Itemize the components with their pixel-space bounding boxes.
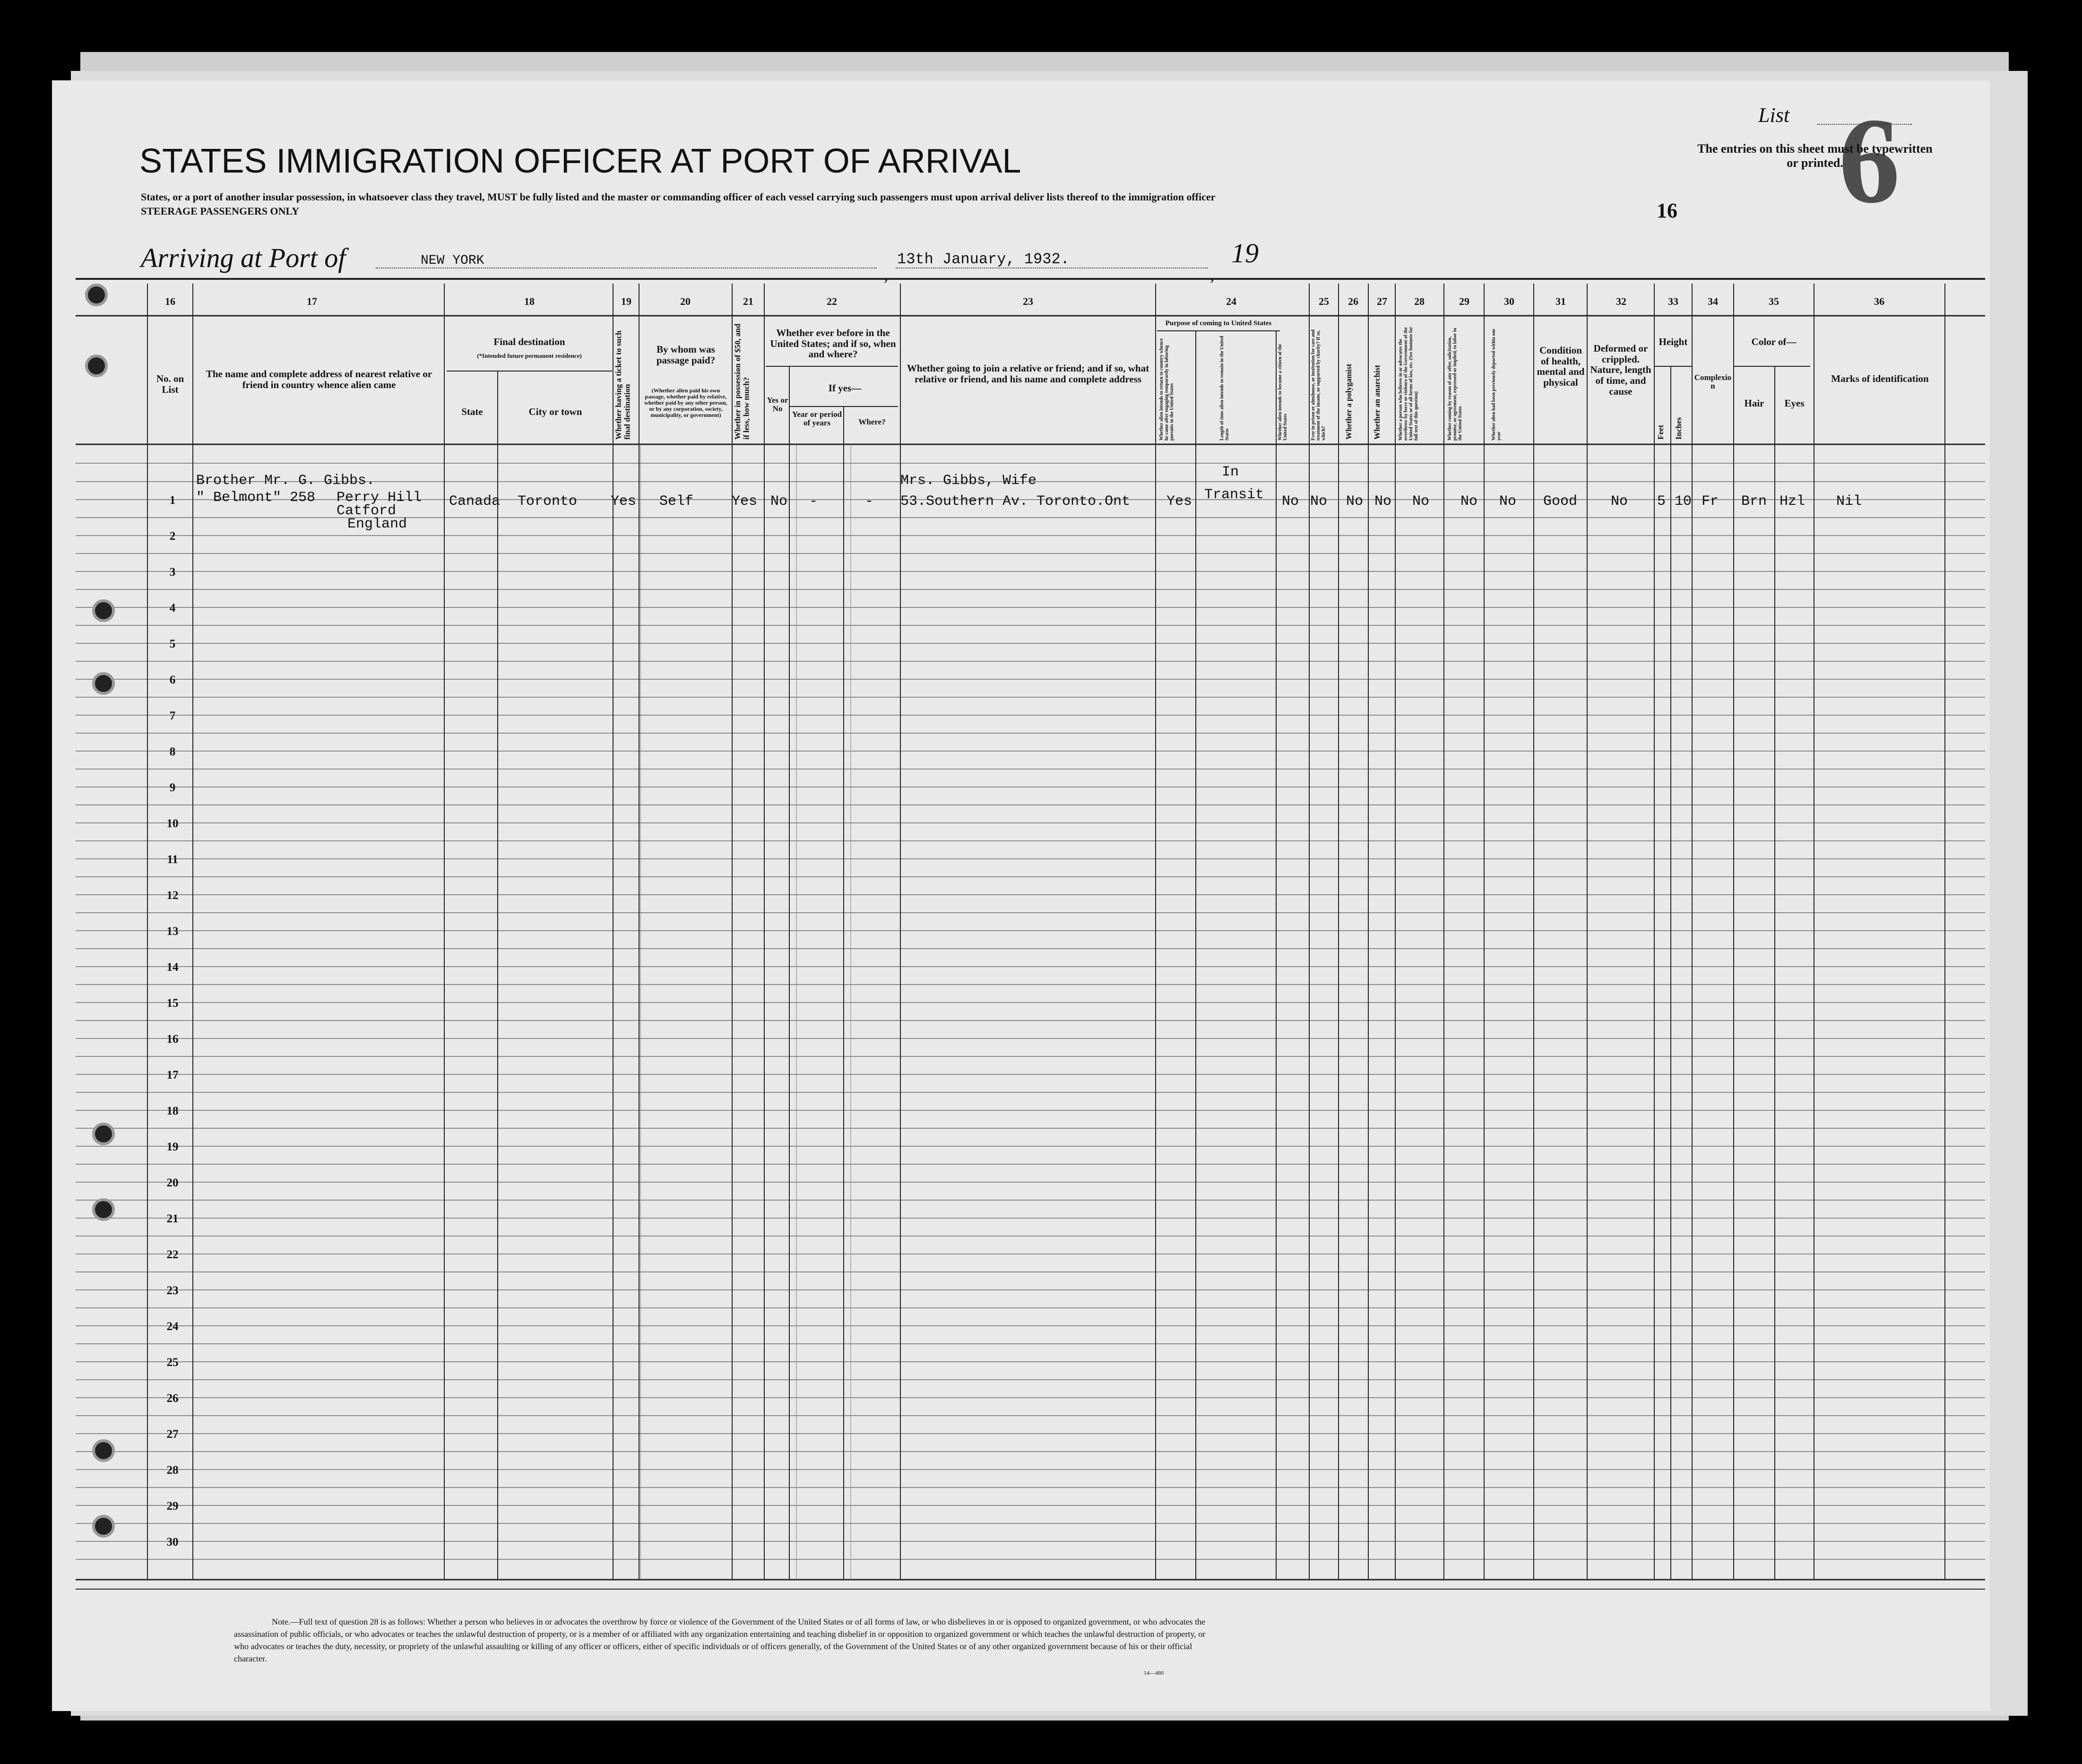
row-number: 17 [166,1069,179,1081]
row-number: 3 [169,566,176,579]
header-money: Whether in possession of $50, and if less, how much? [733,323,751,440]
column-number-35: 35 [1769,295,1779,307]
form-code: 14—480 [1144,1669,1164,1676]
row-number: 28 [166,1464,179,1477]
header-anarchist: Whether an anarchist [1373,364,1382,440]
entry-eyes: Hzl [1780,493,1806,510]
entry-relative-line1: Brother Mr. G. Gibbs. [196,473,375,489]
header-before-in-us: Whether ever before in the United States; and if so, when and where? [770,327,896,360]
header-purpose: Purpose of coming to United States [1165,320,1272,327]
row-number: 22 [166,1248,179,1261]
entry-feet: 5 [1657,493,1666,510]
entry-ticket: Yes [611,493,637,510]
column-number-19: 19 [621,295,631,307]
entry-complexion: Fr [1702,493,1719,510]
column-number-28: 28 [1414,295,1425,307]
header-color: Color of— [1751,336,1797,347]
comma-mark-2: , [1210,265,1214,284]
header-complexion: Complexion [1694,373,1732,391]
row-number: 23 [166,1284,179,1297]
header-deported: Whether alien had been previously deported within one year [1491,329,1502,441]
row-number: 6 [169,674,176,686]
row-number: 4 [169,602,176,614]
header-paid-by: By whom was passage paid? [656,344,716,366]
header-final-destination: Final destination [493,336,565,347]
binder-hole-icon [92,1123,115,1145]
header-hair: Hair [1744,398,1764,409]
header-joining: Whether going to join a relative or friend; and if so, what relative or friend, and his name and complete address [907,363,1149,385]
row-number: 12 [166,889,179,902]
header-final-destination-note: (*Intended future permanent residence) [477,352,582,359]
binder-hole-icon [92,672,115,695]
header-length-of-stay: Length of time alien intends to remain in the United States [1219,336,1230,441]
column-number-29: 29 [1459,295,1469,307]
row-number: 24 [166,1320,179,1333]
entry-paid-by: Self [659,493,694,510]
row-number: 16 [166,1033,179,1046]
row-number: 11 [167,853,178,866]
entry-where: - [865,493,874,510]
row-number: 14 [166,961,179,974]
column-number-31: 31 [1555,295,1566,307]
column-number-20: 20 [680,295,691,307]
entry-prison: No [1310,493,1328,510]
entry-overthrow: No [1412,493,1430,510]
entry-city: Toronto [518,493,578,510]
header-inches: Inches [1674,417,1683,440]
header-eyes: Eyes [1784,398,1805,409]
entry-inches: 10 [1675,493,1692,510]
column-number-22: 22 [827,295,837,307]
entry-stay-line2: Transit [1204,487,1264,503]
footnote-text: Note.—Full text of question 28 is as follows: Whether a person who believes in or advocates the overthrow by force or violence of the Government of the United States or of all forms of law, or who disbelieves in or is opposed to organized government, or who advocates the assassination of public officials, or who advocates or teaches the unlawful destruction of property, or is a member of or affiliated with any organization entertaining and teaching disbelief in or opposition to organized government or which teaches the unlawful destruction of property, or who advocates or teaches the duty, necessity, or propriety of the unlawful assaulting or killing of any officer or officers, either of specific individuals or of officers generally, of the Government of the United States or of any other organized government because of his or their official character. [234,1617,1206,1664]
row-number: 8 [169,745,176,758]
column-number-36: 36 [1874,295,1884,307]
row-number: 20 [166,1176,179,1189]
entry-before-in-us: No [770,493,788,510]
row-number: 19 [166,1141,179,1153]
column-number-33: 33 [1668,295,1678,307]
column-number-30: 30 [1504,295,1514,307]
column-number-16: 16 [165,295,175,307]
entry-labor-offer: No [1460,493,1478,510]
entry-joining-line2: 53.Southern Av. Toronto.Ont [900,493,1131,510]
header-state: State [461,406,483,417]
header-yes-no: Yes or No [767,396,788,414]
header-health: Condition of health, mental and physical [1537,345,1585,389]
row-number: 2 [169,530,176,543]
column-number-23: 23 [1023,295,1033,307]
entry-relative-line2b: Perry Hill [337,490,422,506]
entry-money: Yes [732,493,758,510]
row-number: 1 [169,494,176,507]
entry-deformed: No [1611,493,1628,510]
row-number: 30 [166,1536,179,1548]
header-paid-by-note: (Whether alien paid his own passage, whether paid by relative, whether paid by any other person, or by any corporation, society, municipality, or government) [644,387,727,418]
entry-stay-line1: In [1222,464,1239,480]
header-prison: Ever in prison or almshouse, or institution for care and treatment of the insane, or supported by charity? If so, which? [1311,329,1326,441]
port-value: NEW YORK [421,253,484,268]
binder-hole-icon [85,355,108,377]
row-number: 13 [166,925,179,938]
row-number: 9 [169,781,176,794]
list-label: List [1758,104,1790,127]
row-number: 10 [166,817,179,830]
header-deformed: Deformed or crippled. Nature, length of time, and cause [1590,343,1651,397]
sheet-number: 16 [1657,199,1677,222]
header-year: Year or period of years [792,410,842,428]
entry-polygamist: No [1346,493,1364,510]
entry-health: Good [1543,493,1578,510]
header-marks: Marks of identification [1831,373,1929,384]
entry-deported: No [1499,493,1517,510]
entry-relative-line2: " Belmont" 258 [196,490,316,506]
column-number-21: 21 [743,295,753,307]
date-value: 13th January, 1932. [897,251,1070,268]
entry-marks: Nil [1836,493,1862,510]
entry-citizen: No [1282,493,1299,510]
row-number: 5 [169,638,176,650]
column-number-17: 17 [307,295,317,307]
header-if-yes: If yes— [828,382,862,394]
binder-hole-icon [85,284,108,306]
header-feet: Feet [1656,424,1665,440]
form-title: STATES IMMIGRATION OFFICER AT PORT OF ARRIVAL [139,142,1021,180]
binder-hole-icon [92,1515,115,1538]
entry-hair: Brn [1741,493,1767,510]
column-number-26: 26 [1348,295,1358,307]
column-number-18: 18 [524,295,535,307]
row-number: 29 [166,1500,179,1513]
binder-hole-icon [92,1439,115,1462]
entry-state: Canada [449,493,501,510]
entry-joining-line1: Mrs. Gibbs, Wife [900,473,1037,489]
entry-anarchist: No [1374,493,1392,510]
column-number-27: 27 [1377,295,1387,307]
entry-relative-line4: England [347,516,407,532]
column-number-34: 34 [1708,295,1718,307]
row-number: 21 [166,1212,179,1225]
entry-return-intent: Yes [1166,493,1192,510]
year-prefix: 19 [1231,238,1259,268]
header-return-intent: Whether alien intends to return to country whence he came after engaging temporarily in laboring pursuits in the United States [1159,338,1175,441]
column-number-32: 32 [1616,295,1626,307]
row-number: 26 [166,1392,179,1405]
column-number-24: 24 [1226,295,1236,307]
header-polygamist: Whether a polygamist [1344,363,1353,440]
row-number: 27 [166,1428,179,1441]
form-subtitle: States, or a port of another insular possession, in whatsoever class they travel, MUST be fully listed and the master or commanding officer of each vessel carrying such passengers must upon arrival deliver lists thereof to the immigration officer [141,191,1216,203]
header-citizen: Whether alien intends to become a citizen of the United States [1278,344,1288,441]
entry-relative-line3: Catford [337,503,397,519]
header-relative-address: The name and complete address of nearest relative or friend in country whence alien came [206,368,432,390]
binder-hole-icon [92,1198,115,1221]
binder-hole-icon [92,599,115,622]
entry-year: - [809,493,818,510]
typewritten-note: The entries on this sheet must be typewritten or printed. [1697,142,1933,170]
steerage-label: STEERAGE PASSENGERS ONLY [141,205,299,217]
header-overthrow: Whether a person who believes in or advocates the overthrow by force or violence of the Government of the United States or of all forms of law, etc. (See footnote for full text of this question) [1398,327,1419,441]
row-number: 25 [166,1356,179,1369]
list-number: 6 [1839,93,1900,229]
header-labor-offer: Whether coming by reason of any offer, solicitation, promise, or agreement, expressed or implied, to labor in the United States [1447,328,1463,441]
header-ticket: Whether having a ticket to such final destination [614,330,632,440]
header-city: City or town [528,406,582,417]
header-where: Where? [858,417,886,426]
row-number: 7 [169,709,176,722]
comma-mark: , [884,265,888,284]
column-number-25: 25 [1319,295,1329,307]
row-number: 15 [166,997,179,1010]
row-number: 18 [166,1105,179,1117]
arriving-label: Arriving at Port of [141,242,346,273]
header-height: Height [1659,336,1688,347]
header-list-number: No. on List [156,373,184,395]
